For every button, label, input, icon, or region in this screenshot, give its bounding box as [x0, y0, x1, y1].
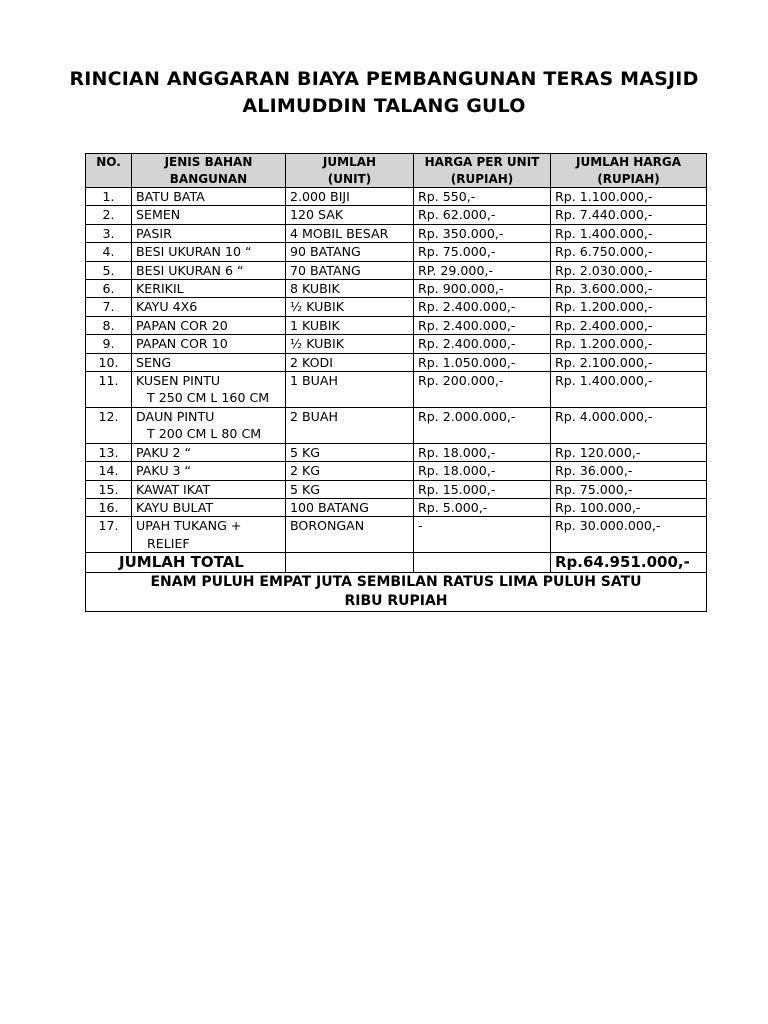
total-label: JUMLAH TOTAL [86, 553, 286, 573]
row-total: Rp. 75.000,- [551, 480, 707, 498]
table-row [86, 261, 707, 279]
row-bahan-line-1: KAYU 4X6 [136, 299, 198, 315]
row-bahan-line-1: DAUN PINTU [136, 408, 215, 424]
row-bahan-line-1: KAYU BULAT [136, 499, 214, 515]
header-no: NO. [86, 154, 132, 188]
row-total: Rp. 1.200.000,- [551, 298, 707, 316]
row-bahan-line-2: RELIEF [147, 535, 190, 551]
row-bahan [132, 243, 286, 261]
table-row [86, 335, 707, 353]
row-harga: Rp. 350.000,- [414, 224, 551, 242]
row-jumlah: 5 KG [286, 443, 414, 461]
row-no: 12. [86, 407, 132, 443]
row-bahan [132, 298, 286, 316]
row-bahan-line-1: PAKU 3 “ [136, 463, 192, 479]
table-header-row [86, 154, 707, 188]
row-total: Rp. 100.000,- [551, 498, 707, 516]
row-no: 14. [86, 462, 132, 480]
row-no: 2. [86, 206, 132, 224]
row-total: Rp. 6.750.000,- [551, 243, 707, 261]
row-jumlah: ½ KUBIK [286, 335, 414, 353]
total-row [86, 553, 707, 573]
row-total: Rp. 120.000,- [551, 443, 707, 461]
row-harga: Rp. 15.000,- [414, 480, 551, 498]
table-row [86, 372, 707, 408]
row-bahan [132, 224, 286, 242]
row-no: 7. [86, 298, 132, 316]
row-harga: Rp. 1.050.000,- [414, 353, 551, 371]
document-title [0, 66, 768, 120]
row-no: 3. [86, 224, 132, 242]
row-jumlah: 5 KG [286, 480, 414, 498]
row-bahan-line-1: PASIR [136, 225, 172, 241]
row-bahan [132, 372, 286, 408]
row-no: 11. [86, 372, 132, 408]
row-bahan-line-1: BATU BATA [136, 189, 205, 204]
row-bahan [132, 188, 286, 206]
table-row [86, 280, 707, 298]
row-harga: Rp. 2.400.000,- [414, 298, 551, 316]
row-no: 16. [86, 498, 132, 516]
row-no: 13. [86, 443, 132, 461]
row-total: Rp. 2.400.000,- [551, 316, 707, 334]
row-no: 17. [86, 517, 132, 553]
row-bahan-line-1: UPAH TUKANG + [136, 518, 242, 534]
row-no: 9. [86, 335, 132, 353]
row-harga: RP. 29.000,- [414, 261, 551, 279]
row-bahan-line-1: KERIKIL [136, 281, 184, 297]
table-row [86, 353, 707, 371]
row-total: Rp. 7.440.000,- [551, 206, 707, 224]
total-empty-1 [286, 553, 414, 573]
row-bahan [132, 517, 286, 553]
row-harga: Rp. 18.000,- [414, 462, 551, 480]
table-row [86, 462, 707, 480]
row-jumlah: 2 KODI [286, 353, 414, 371]
row-bahan [132, 462, 286, 480]
row-total: Rp. 36.000,- [551, 462, 707, 480]
header-bahan: JENIS BAHAN BANGUNAN [132, 154, 286, 188]
row-bahan-line-1: KUSEN PINTU [136, 373, 221, 389]
row-bahan [132, 280, 286, 298]
row-bahan-line-1: PAPAN COR 20 [136, 317, 228, 333]
row-bahan-line-2: T 200 CM L 80 CM [147, 426, 262, 442]
table-row [86, 407, 707, 443]
header-harga: HARGA PER UNIT (RUPIAH) [414, 154, 551, 188]
row-no: 8. [86, 316, 132, 334]
header-jumlah: JUMLAH (UNIT) [286, 154, 414, 188]
total-in-words: ENAM PULUH EMPAT JUTA SEMBILAN RATUS LIMA PULUH SATU RIBU RUPIAH [86, 573, 707, 612]
row-total: Rp. 2.100.000,- [551, 353, 707, 371]
row-no: 1. [86, 188, 132, 206]
row-total: Rp. 2.030.000,- [551, 261, 707, 279]
row-jumlah: 70 BATANG [286, 261, 414, 279]
row-jumlah: 8 KUBIK [286, 280, 414, 298]
row-total: Rp. 1.100.000,- [551, 188, 707, 206]
title-line-1: RINCIAN ANGGARAN BIAYA PEMBANGUNAN TERAS MASJID [69, 68, 699, 90]
row-total: Rp. 1.400.000,- [551, 224, 707, 242]
row-bahan-line-2: T 250 CM L 160 CM [147, 390, 270, 406]
row-total: Rp. 1.200.000,- [551, 335, 707, 353]
table-row [86, 498, 707, 516]
row-bahan [132, 498, 286, 516]
table-row [86, 224, 707, 242]
row-jumlah: 4 MOBIL BESAR [286, 224, 414, 242]
row-bahan-line-1: KAWAT IKAT [136, 481, 211, 497]
row-harga: Rp. 5.000,- [414, 498, 551, 516]
row-jumlah: 100 BATANG [286, 498, 414, 516]
row-jumlah: 1 BUAH [286, 372, 414, 408]
table-row [86, 206, 707, 224]
header-total: JUMLAH HARGA (RUPIAH) [551, 154, 707, 188]
table-row [86, 480, 707, 498]
row-no: 5. [86, 261, 132, 279]
table-row [86, 443, 707, 461]
table-row [86, 298, 707, 316]
row-bahan-line-1: BESI UKURAN 10 “ [136, 244, 252, 260]
row-total: Rp. 4.000.000,- [551, 407, 707, 443]
row-jumlah: 120 SAK [286, 206, 414, 224]
row-harga: Rp. 900.000,- [414, 280, 551, 298]
table-row [86, 517, 707, 553]
row-harga: - [414, 517, 551, 553]
row-jumlah: 1 KUBIK [286, 316, 414, 334]
row-jumlah: 2 KG [286, 462, 414, 480]
row-bahan-line-1: SENG [136, 354, 172, 370]
row-harga: Rp. 200.000,- [414, 372, 551, 408]
table-row [86, 188, 707, 206]
row-no: 6. [86, 280, 132, 298]
title-line-2: ALIMUDDIN TALANG GULO [242, 95, 526, 117]
total-empty-2 [414, 553, 551, 573]
table-row [86, 316, 707, 334]
row-no: 15. [86, 480, 132, 498]
row-harga: Rp. 75.000,- [414, 243, 551, 261]
row-jumlah: 2.000 BIJI [286, 188, 414, 206]
row-bahan [132, 316, 286, 334]
total-value: Rp.64.951.000,- [551, 553, 707, 573]
row-total: Rp. 1.400.000,- [551, 372, 707, 408]
budget-table [85, 153, 707, 612]
row-jumlah: 2 BUAH [286, 407, 414, 443]
row-bahan [132, 261, 286, 279]
row-bahan-line-1: PAPAN COR 10 [136, 336, 228, 352]
row-bahan [132, 206, 286, 224]
row-harga: Rp. 2.400.000,- [414, 335, 551, 353]
row-jumlah: ½ KUBIK [286, 298, 414, 316]
row-bahan [132, 443, 286, 461]
row-bahan-line-1: PAKU 2 “ [136, 444, 192, 460]
row-no: 4. [86, 243, 132, 261]
row-harga: Rp. 18.000,- [414, 443, 551, 461]
row-total: Rp. 3.600.000,- [551, 280, 707, 298]
row-harga: Rp. 62.000,- [414, 206, 551, 224]
row-bahan [132, 335, 286, 353]
row-bahan-line-1: SEMEN [136, 207, 181, 223]
row-bahan-line-1: BESI UKURAN 6 “ [136, 262, 244, 278]
row-bahan [132, 353, 286, 371]
row-total: Rp. 30.000.000,- [551, 517, 707, 553]
row-no: 10. [86, 353, 132, 371]
row-jumlah: BORONGAN [286, 517, 414, 553]
row-bahan [132, 480, 286, 498]
row-harga: Rp. 550,- [414, 188, 551, 206]
row-bahan [132, 407, 286, 443]
row-jumlah: 90 BATANG [286, 243, 414, 261]
row-harga: Rp. 2.000.000,- [414, 407, 551, 443]
total-in-words-row [86, 573, 707, 612]
row-harga: Rp. 2.400.000,- [414, 316, 551, 334]
table-row [86, 243, 707, 261]
